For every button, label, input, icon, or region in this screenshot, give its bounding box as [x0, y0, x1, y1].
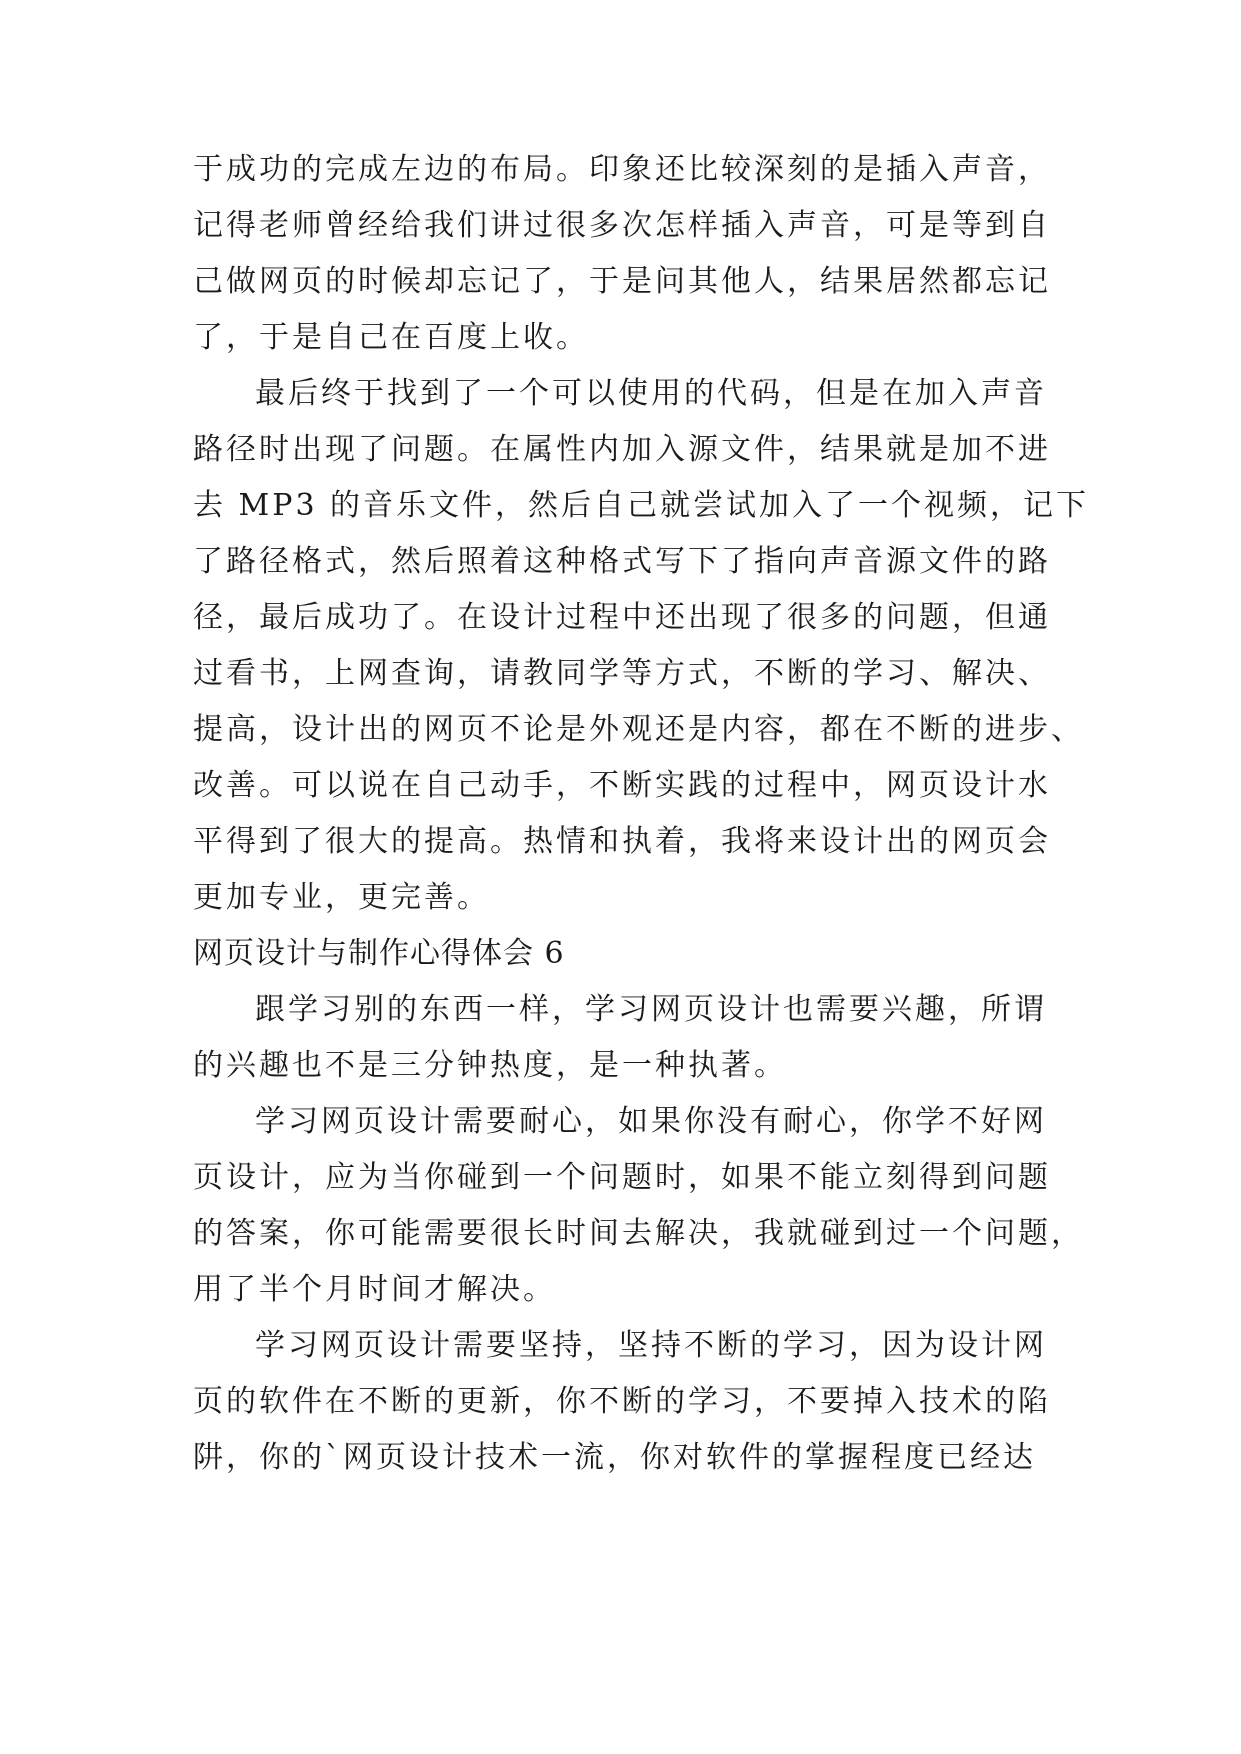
text-line: 己做网页的时候却忘记了，于是问其他人，结果居然都忘记 [193, 264, 1051, 299]
paragraph-first-line: 学习网页设计需要坚持，坚持不断的学习，因为设计网 [255, 1328, 1047, 1363]
paragraph-first-line: 跟学习别的东西一样，学习网页设计也需要兴趣，所谓 [255, 992, 1047, 1027]
text-line: 阱，你的`网页设计技术一流，你对软件的掌握程度已经达 [193, 1440, 1036, 1475]
text-line: 页的软件在不断的更新，你不断的学习，不要掉入技术的陷 [193, 1384, 1051, 1419]
text-line: 平得到了很大的提高。热情和执着，我将来设计出的网页会 [193, 824, 1051, 859]
text-line: 页设计，应为当你碰到一个问题时，如果不能立刻得到问题 [193, 1160, 1051, 1195]
text-line: 用了半个月时间才解决。 [193, 1272, 556, 1307]
text-line: 径，最后成功了。在设计过程中还出现了很多的问题，但通 [193, 600, 1051, 635]
text-line: 过看书，上网查询，请教同学等方式，不断的学习、解决、 [193, 656, 1051, 691]
text-line: 了，于是自己在百度上收。 [193, 320, 589, 355]
text-line: 的答案，你可能需要很长时间去解决，我就碰到过一个问题， [193, 1216, 1084, 1251]
text-line: 记得老师曾经给我们讲过很多次怎样插入声音，可是等到自 [193, 208, 1051, 243]
paragraph-first-line: 最后终于找到了一个可以使用的代码，但是在加入声音 [255, 376, 1047, 411]
section-heading: 网页设计与制作心得体会 6 [193, 936, 565, 971]
text-line: 了路径格式，然后照着这种格式写下了指向声音源文件的路 [193, 544, 1051, 579]
text-line: 的兴趣也不是三分钟热度，是一种执著。 [193, 1048, 787, 1083]
text-line: 去 MP3 的音乐文件，然后自己就尝试加入了一个视频，记下 [193, 488, 1090, 523]
text-line: 于成功的完成左边的布局。印象还比较深刻的是插入声音， [193, 152, 1051, 187]
text-line: 更加专业，更完善。 [193, 880, 490, 915]
paragraph-first-line: 学习网页设计需要耐心，如果你没有耐心，你学不好网 [255, 1104, 1047, 1139]
text-line: 路径时出现了问题。在属性内加入源文件，结果就是加不进 [193, 432, 1051, 467]
text-line: 提高，设计出的网页不论是外观还是内容，都在不断的进步、 [193, 712, 1084, 747]
text-line: 改善。可以说在自己动手，不断实践的过程中，网页设计水 [193, 768, 1051, 803]
